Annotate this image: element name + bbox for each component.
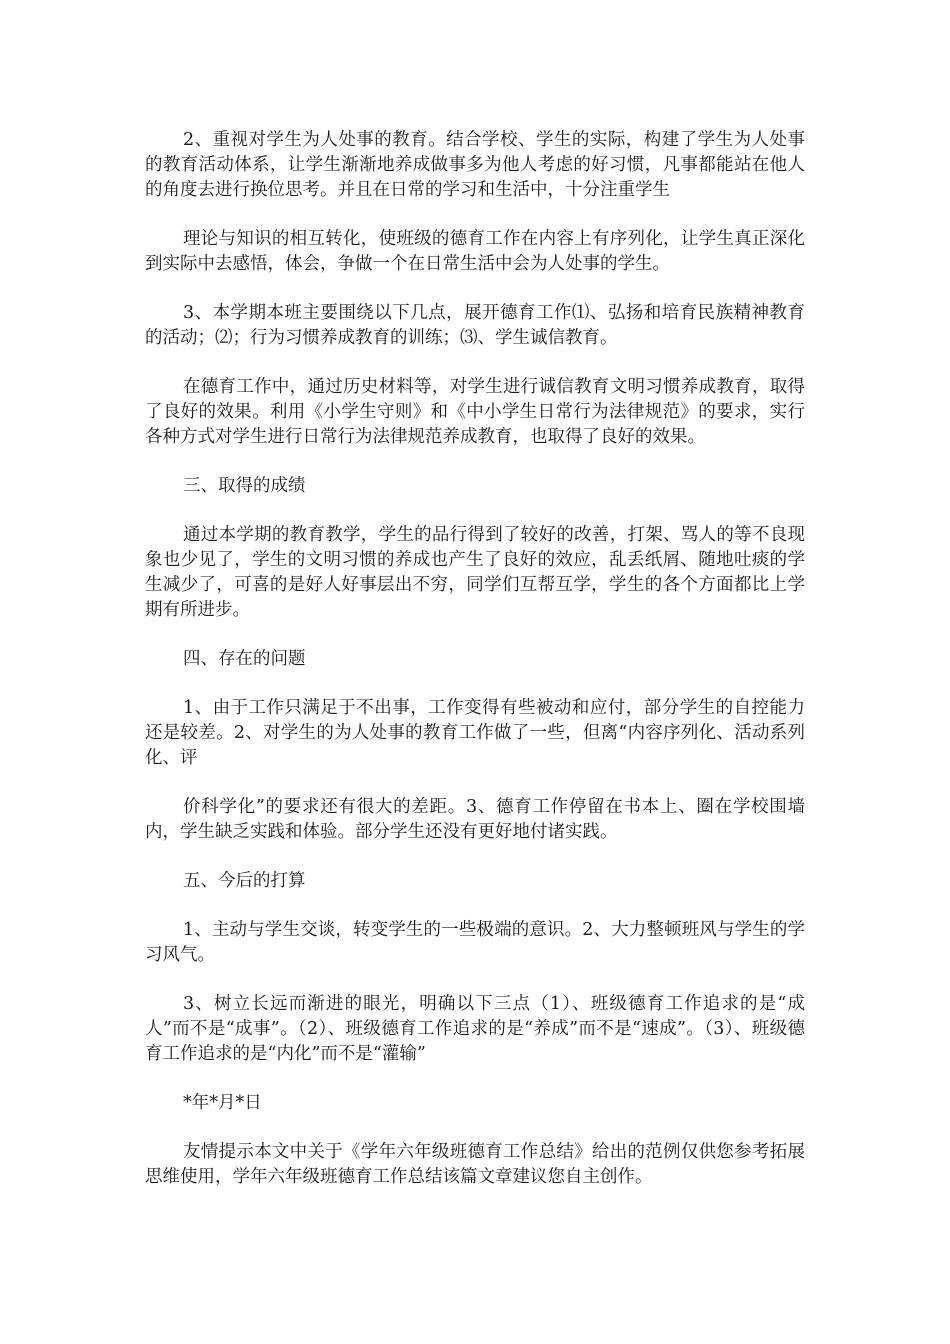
paragraph-disclaimer: 友情提示本文中关于《学年六年级班德育工作总结》给出的范例仅供您参考拓展思维使用，学年六年级班德育工作总结该篇文章建议您自主创作。	[145, 1142, 805, 1187]
paragraph-achievements: 通过本学期的教育教学，学生的品行得到了较好的改善，打架、骂人的等不良现象也少见了，学生的文明习惯的养成也产生了良好的效应，乱丢纸屑、随地吐痰的学生减少了，可喜的是好人好事层出不穷，同学们互帮互学，学生的各个方面都比上学期有所进步。	[145, 525, 805, 620]
paragraph-semester-focus: 3、本学期本班主要围绕以下几点，展开德育工作⑴、弘扬和培育民族精神教育的活动；⑵；行为习惯养成教育的训练；⑶、学生诚信教育。	[145, 303, 805, 348]
paragraph-plans-1: 1、主动与学生交谈，转变学生的一些极端的意识。2、大力整顿班风与学生的学习风气。	[145, 920, 805, 965]
paragraph-theory-practice: 理论与知识的相互转化，使班级的德育工作在内容上有序列化，让学生真正深化到实际中去感悟，体会，争做一个在日常生活中会为人处事的学生。	[145, 229, 805, 274]
paragraph-plans-2: 3、树立长远而渐进的眼光，明确以下三点（1）、班级德育工作追求的是“成人”而不是“成事”。（2）、班级德育工作追求的是“养成”而不是“速成”。（3）、班级德育工作追求的是“内化”而不是“灌输”	[145, 994, 805, 1064]
paragraph-behavior-education: 2、重视对学生为人处事的教育。结合学校、学生的实际，构建了学生为人处事的教育活动体系，让学生渐渐地养成做事多为他人考虑的好习惯，凡事都能站在他人的角度去进行换位思考。并且在日常的学习和生活中，十分注重学生	[145, 130, 805, 200]
paragraph-problems-1: 1、由于工作只满足于不出事，工作变得有些被动和应付，部分学生的自控能力还是较差。2、对学生的为人处事的教育工作做了一些，但离“内容序列化、活动系列化、评	[145, 698, 805, 768]
document-date: *年*月*日	[183, 1093, 262, 1113]
heading-achievements: 三、取得的成绩	[183, 476, 306, 496]
paragraph-integrity-education: 在德育工作中，通过历史材料等，对学生进行诚信教育文明习惯养成教育，取得了良好的效果。利用《小学生守则》和《中小学生日常行为法律规范》的要求，实行各种方式对学生进行日常行为法律规范养成教育，也取得了良好的效果。	[145, 377, 805, 447]
heading-future-plans: 五、今后的打算	[183, 871, 306, 891]
paragraph-problems-2: 价科学化”的要求还有很大的差距。3、德育工作停留在书本上、圈在学校围墙内，学生缺乏实践和体验。部分学生还没有更好地付诸实践。	[145, 797, 805, 842]
heading-problems: 四、存在的问题	[183, 649, 306, 669]
document-body	[145, 128, 805, 1214]
